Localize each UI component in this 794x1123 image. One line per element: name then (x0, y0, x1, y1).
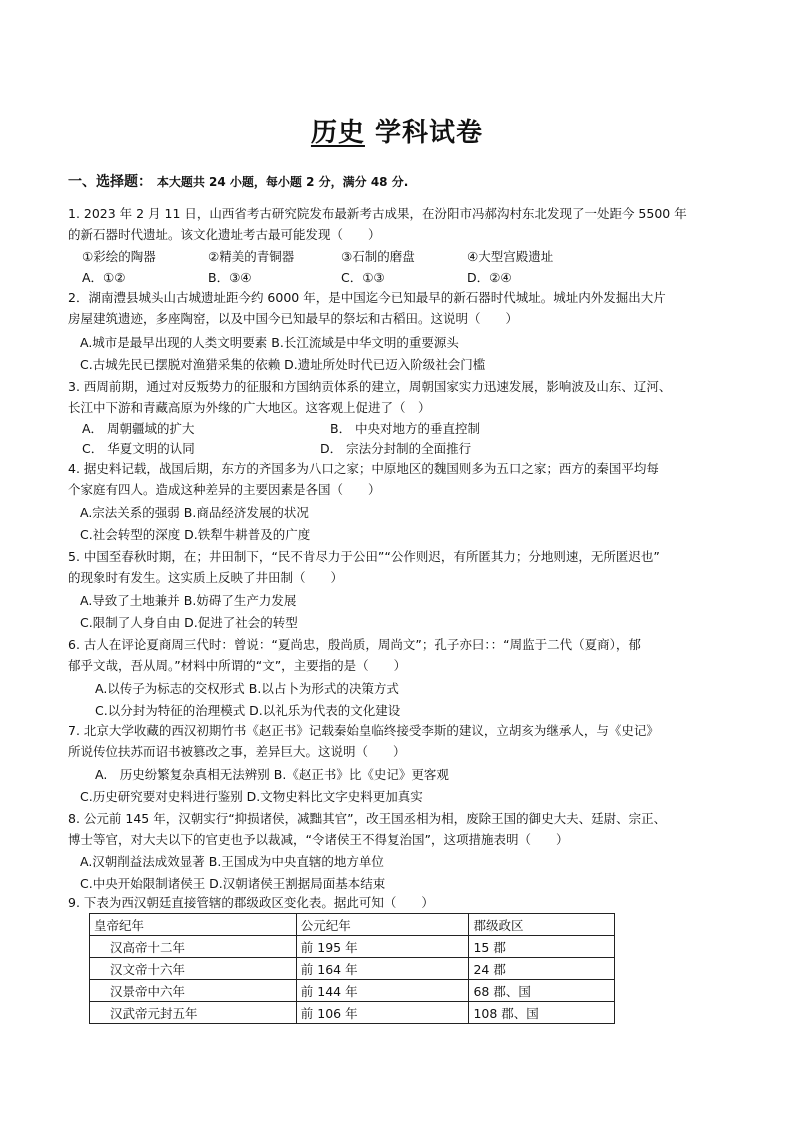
table-cell: 24 郡 (469, 958, 615, 980)
q3-options-row1 (0, 419, 794, 437)
q7-options-row2[interactable]: C.历史研究要对史料进行鉴别 D.文物史料比文字史料更加真实 (80, 789, 423, 804)
q9-table (89, 913, 615, 1024)
table-cell: 前 164 年 (296, 958, 469, 980)
table-cell: 汉景帝中六年 (90, 980, 297, 1002)
q2-stem-line2: 房屋建筑遗迹，多座陶窑，以及中国今已知最早的祭坛和古稻田。这说明（ ） (68, 311, 519, 326)
table-header-row (90, 914, 615, 936)
q5-options-row2[interactable]: C.限制了人身自由 D.促进了社会的转型 (80, 615, 298, 630)
q2-stem-line1: 2．湖南澧县城头山古城遗址距今约 6000 年，是中国迄今已知最早的新石器时代城址。城址内外发掘出大片 (68, 290, 666, 305)
q1-option-b[interactable]: B．③④ (208, 270, 252, 285)
subject-name: 历史 (310, 118, 365, 148)
q1-option-c[interactable]: C．①③ (341, 270, 385, 285)
table-row (90, 936, 615, 958)
title-rest: 学科试卷 (364, 118, 484, 148)
q3-options-row2 (0, 439, 794, 457)
table-cell: 108 郡、国 (469, 1002, 615, 1024)
q7-stem-line2: 所说传位扶苏而诏书被篡改之事，差异巨大。这说明（ ） (68, 744, 406, 759)
q6-stem-line1: 6. 古人在评论夏商周三代时：曾说：“夏尚忠，殷尚质，周尚文”；孔子亦曰：：“周监于二代（夏商），郁 (68, 637, 641, 652)
table-cell: 15 郡 (469, 936, 615, 958)
q8-stem-line1: 8. 公元前 145 年，汉朝实行“抑损诸侯，减黜其官”，改王国丞相为相，废除王国的御史大夫、廷尉、宗正、 (68, 811, 667, 826)
table-cell: 汉武帝元封五年 (90, 1002, 297, 1024)
q9-stem: 9. 下表为西汉朝廷直接管辖的郡级政区变化表。据此可知（ ） (68, 895, 434, 910)
q7-stem-line1: 7. 北京大学收藏的西汉初期竹书《赵正书》记载秦始皇临终接受李斯的建议，立胡亥为继承人，与《史记》 (68, 723, 659, 738)
q6-options-row2[interactable]: C.以分封为特征的治理模式 D.以礼乐为代表的文化建设 (95, 703, 401, 718)
q3-option-d[interactable]: D． 宗法分封制的全面推行 (320, 441, 472, 456)
q1-item-1: ①彩绘的陶器 (82, 249, 156, 264)
q5-stem-line1: 5. 中国至春秋时期，在；井田制下，“民不肯尽力于公田”“公作则迟，有所匿其力；分地则速，无所匿迟也” (68, 549, 660, 564)
q1-item-2: ②精美的青铜器 (208, 249, 295, 264)
q2-options-row2[interactable]: C.古城先民已摆脱对渔猎采集的依赖 D.遗址所处时代已迈入阶级社会门槛 (80, 357, 486, 372)
table-row (90, 958, 615, 980)
table-cell: 汉高帝十二年 (90, 936, 297, 958)
q8-options-row1[interactable]: A.汉朝削益法成效显著 B.王国成为中央直辖的地方单位 (80, 854, 384, 869)
q7-options-row1[interactable]: A. 历史纷繁复杂真相无法辨别 B.《赵正书》比《史记》更客观 (95, 767, 449, 782)
section-note: 本大题共 24 小题，每小题 2 分，满分 48 分. (156, 175, 409, 189)
table-cell: 前 195 年 (296, 936, 469, 958)
q6-options-row1[interactable]: A.以传子为标志的交权形式 B.以占卜为形式的决策方式 (95, 681, 399, 696)
table-cell: 68 郡、国 (469, 980, 615, 1002)
q3-option-b[interactable]: B． 中央对地方的垂直控制 (330, 421, 481, 436)
section-heading (68, 171, 408, 191)
q1-items (0, 247, 794, 265)
section-label: 一、选择题： (68, 174, 152, 190)
q3-stem-line2: 长江中下游和青藏高原为外缘的广大地区。这客观上促进了（ ） (68, 400, 431, 415)
q4-stem-line1: 4. 据史料记载，战国后期，东方的齐国多为八口之家；中原地区的魏国则多为五口之家；西方的秦国平均每 (68, 461, 659, 476)
q8-stem-line2: 博士等官，对大夫以下的官吏也予以裁减，“令诸侯王不得复治国”，这项措施表明（ ） (68, 832, 569, 847)
q2-options-row1[interactable]: A.城市是最早出现的人类文明要素 B.长江流域是中华文明的重要源头 (80, 335, 459, 350)
q1-item-3: ③石制的磨盘 (341, 249, 415, 264)
table-row (90, 1002, 615, 1024)
table-cell: 前 144 年 (296, 980, 469, 1002)
q3-option-c[interactable]: C． 华夏文明的认同 (82, 441, 195, 456)
q1-item-4: ④大型宫殿遗址 (467, 249, 554, 264)
q1-stem-line2: 的新石器时代遗址。该文化遗址考古最可能发现（ ） (68, 227, 381, 242)
table-header-cell: 郡级政区 (469, 914, 615, 936)
q3-option-a[interactable]: A． 周朝疆域的扩大 (82, 421, 195, 436)
table-header-cell: 皇帝纪年 (90, 914, 297, 936)
page-title (0, 112, 794, 149)
q4-stem-line2: 个家庭有四人。造成这种差异的主要因素是各国（ ） (68, 482, 381, 497)
q1-option-d[interactable]: D．②④ (467, 270, 512, 285)
q8-options-row2[interactable]: C.中央开始限制诸侯王 D.汉朝诸侯王割据局面基本结束 (80, 876, 386, 891)
q4-options-row1[interactable]: A.宗法关系的强弱 B.商品经济发展的状况 (80, 505, 309, 520)
q1-option-a[interactable]: A．①② (82, 270, 126, 285)
q5-stem-line2: 的现象时有发生。这实质上反映了井田制（ ） (68, 570, 344, 585)
q1-stem-line1: 1. 2023 年 2 月 11 日，山西省考古研究院发布最新考古成果，在汾阳市冯郝沟村东北发现了一处距今 5500 年 (68, 206, 687, 221)
table-header-cell: 公元纪年 (296, 914, 469, 936)
q4-options-row2[interactable]: C.社会转型的深度 D.铁犁牛耕普及的广度 (80, 527, 311, 542)
table-cell: 汉文帝十六年 (90, 958, 297, 980)
table-cell: 前 106 年 (296, 1002, 469, 1024)
q6-stem-line2: 郁乎文哉，吾从周。”材料中所谓的“文”，主要指的是（ ） (68, 658, 407, 673)
q1-options (0, 268, 794, 286)
q5-options-row1[interactable]: A.导致了土地兼并 B.妨碍了生产力发展 (80, 593, 297, 608)
table-row (90, 980, 615, 1002)
q3-stem-line1: 3. 西周前期，通过对反叛势力的征服和方国纳贡体系的建立，周朝国家实力迅速发展，影响波及山东、辽河、 (68, 379, 672, 394)
